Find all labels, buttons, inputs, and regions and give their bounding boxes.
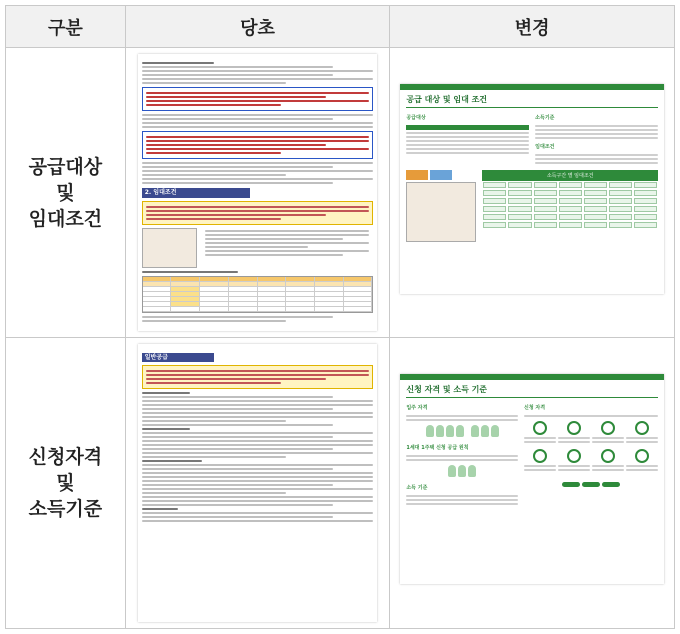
header-row: [6, 6, 675, 48]
before-thumb-1: [125, 48, 390, 338]
row-label-supply: 공급대상 및 임대조건: [6, 48, 126, 338]
before-thumb-2: [125, 338, 390, 629]
web-page-image: 공급 대상 및 임대 조건 공급대상 소득기준 임대조건 소득구간 별 임대조건: [400, 84, 664, 294]
web-title: 신청 자격 및 소득 기준: [406, 385, 488, 394]
header-before: 당초: [125, 6, 390, 48]
section-heading: 일반공급: [142, 353, 214, 362]
document-page-image: [138, 344, 378, 622]
row-label-eligibility: 신청자격 및 소득기준: [6, 338, 126, 629]
web-title: 공급 대상 및 임대 조건: [406, 95, 488, 104]
web-page-image: 신청 자격 및 소득 기준 입주 자격 1세대 1주택 신청 공급 원칙 소득 기준 신청 자격: [400, 374, 664, 584]
header-after: 변경: [390, 6, 675, 48]
row-eligibility-income: [6, 338, 675, 629]
row-supply-rent: [6, 48, 675, 338]
header-category: 구분: [6, 6, 126, 48]
document-page-image: [138, 54, 378, 331]
after-thumb-2: [390, 338, 675, 629]
comparison-table: [5, 5, 675, 629]
after-thumb-1: [390, 48, 675, 338]
section-heading: 2. 임대조건: [142, 188, 250, 198]
